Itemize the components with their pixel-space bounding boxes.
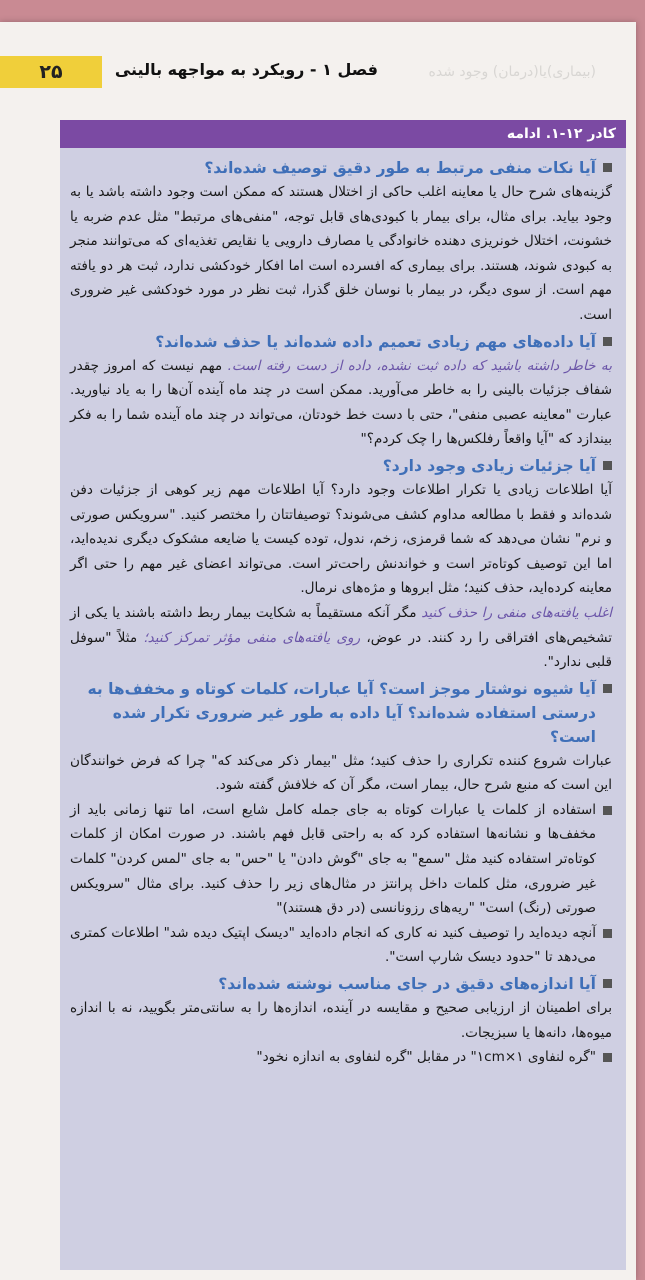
paragraph — [70, 601, 612, 675]
bullet-text: آنچه دیده‌اید را توصیف کنید نه کاری که انجام داده‌اید "دیسک اپتیک دیده شد" اطلاعات کمتری می‌دهد تا "حدود دیسک شارپ است". — [70, 924, 596, 966]
box-content — [60, 148, 626, 1070]
square-bullet-icon — [603, 684, 612, 693]
question-text: آیا نکات منفی مرتبط به طور دقیق توصیف شده‌اند؟ — [204, 159, 596, 177]
box-title: کادر ۱۲-۱. ادامه — [60, 120, 626, 148]
paragraph-text: مثلاً "سوفل قلبی ندارد". — [70, 629, 612, 671]
chapter-title: فصل ۱ - رویکرد به مواجهه بالینی — [114, 60, 378, 79]
bullet-text: استفاده از کلمات یا عبارات کوتاه به جای جمله کامل شایع است، اما تنها زمانی باید از مخفف‌ها و نشانه‌ها استفاده کرد که به راحتی قابل فهم باشند. در صورت امکان از کلمات کوتاه‌تر استفاده کنید مثل "سمع" به جای "گوش دادن" یا "حس" به جای "لمس کردن" کلمات غیر ضروری، مثل کلمات داخل پرانتز در مثال‌های زیر را حذف کنید. برای مثال "سرویکس صورتی (رنگ) است" "ریه‌های رزونانسی (در دق هستند)" — [70, 801, 596, 917]
paragraph: عبارات شروع کننده تکراری را حذف کنید؛ مثل "بیمار ذکر می‌کند که" چرا که فرض خوانندگان این است که منبع شرح حال، بیمار است، مگر آن که خلافش گفته شود. — [70, 752, 612, 794]
handwritten-note: اغلب یافته‌های منفی را حذف کنید — [421, 604, 612, 621]
handwritten-note: روی یافته‌های منفی مؤثر تمرکز کنید؛ — [143, 629, 361, 646]
page-number: ۲۵ — [0, 56, 102, 88]
paragraph-text: مهم نیست که امروز چقدر شفاف جزئیات بالینی را به خاطر می‌آورید. ممکن است در چند ماه آینده آن‌ها را به یاد نیاورید. عبارت "معاینه عصبی منفی"، حتی با دست خط خودتان، می‌تواند در چند ماه آینده شما را به فکر بیندازد که "آیا واقعاً رفلکس‌ها را چک کردم؟" — [70, 357, 612, 448]
paragraph: برای اطمینان از ارزیابی صحیح و مقایسه در آینده، اندازه‌ها را به سانتی‌متر بگویید، نه با اندازه میوه‌ها، دانه‌ها یا سبزیجات. — [70, 1000, 612, 1041]
paragraph: آیا اطلاعات زیادی یا تکرار اطلاعات وجود دارد؟ آیا اطلاعات مهم زیر کوهی از جزئیات دفن شده‌اند و فقط با مطالعه مداوم کشف می‌شوند؟ توصیفاتتان را مختصر کنید. "سرویکس صورتی و نرم" نشان می‌دهد که شما قرمزی، زخم، ندول، توده کیست یا ضایعه مشکوک دیگری ندیده‌اید، اما این توصیف کوتاه‌تر است و خواندنش راحت‌تر است. می‌تواند اعضای غیر مهم را حتی اگر معاینه کرده‌اید، حذف کنید؛ مثل ابروها و مژه‌های نرمال. — [70, 481, 612, 597]
handwritten-note: به خاطر داشته باشید که داده ثبت نشده، داده از دست رفته است. — [227, 357, 612, 374]
bullet-item — [70, 921, 612, 970]
question-text: آیا جزئیات زیادی وجود دارد؟ — [382, 456, 596, 475]
question-text: آیا داده‌های مهم زیادی تعمیم داده شده‌اند یا حذف شده‌اند؟ — [155, 332, 596, 351]
square-bullet-icon — [603, 929, 612, 938]
question-text: آیا اندازه‌های دقیق در جای مناسب نوشته شده‌اند؟ — [218, 975, 596, 994]
bullet-item — [70, 1045, 612, 1070]
square-bullet-icon — [603, 979, 612, 988]
question-heading — [70, 454, 612, 478]
square-bullet-icon — [603, 461, 612, 470]
question-heading — [70, 156, 612, 180]
info-box — [60, 120, 626, 1270]
paragraph — [70, 354, 612, 452]
paragraph: گزینه‌های شرح حال یا معاینه اغلب حاکی از اختلال هستند که ممکن است وجود داشته باشد یا به وجود بیاید. برای مثال، برای بیمار با کبودی‌های قابل توجه، "منفی‌های مرتبط" مثل عدم ضربه یا خشونت، اختلال خونریزی دهنده خانوادگی یا مصارف دارویی یا نقایص تغذیه‌ای که می‌توانند منجر به کبودی شوند، هستند. برای بیماری که افسرده است اما افکار خودکشی ندارد، ثبت هر دو یافته مهم است. از سوی دیگر، در بیمار با نوسان خلق گذرا، ثبت نظر در مورد خودکشی غیر ضروری است. — [70, 184, 612, 323]
question-heading — [70, 972, 612, 996]
square-bullet-icon — [603, 163, 612, 172]
paragraph-text: مگر آنکه مستقیماً به شکایت بیمار ربط داشته باشند یا یکی از تشخیص‌های افتراقی را رد کنند. در عوض، — [70, 604, 612, 646]
square-bullet-icon — [603, 806, 612, 815]
page-header — [0, 56, 636, 88]
square-bullet-icon — [603, 1053, 612, 1062]
book-page — [0, 22, 636, 1280]
bullet-item — [70, 798, 612, 921]
bleed-through-text: (بیماری)یا(درمان) وجود شده — [428, 64, 596, 80]
bullet-text: "گره لنفاوی ۱×۱cm" در مقابل "گره لنفاوی به اندازه نخود" — [256, 1049, 596, 1066]
square-bullet-icon — [603, 337, 612, 346]
question-heading — [70, 677, 612, 749]
question-text: آیا شیوه نوشتار موجز است؟ آیا عبارات، کلمات کوتاه و مخفف‌ها به درستی استفاده شده‌اند؟ آیا داده به طور غیر ضروری تکرار شده است؟ — [87, 679, 596, 746]
question-heading — [70, 330, 612, 354]
